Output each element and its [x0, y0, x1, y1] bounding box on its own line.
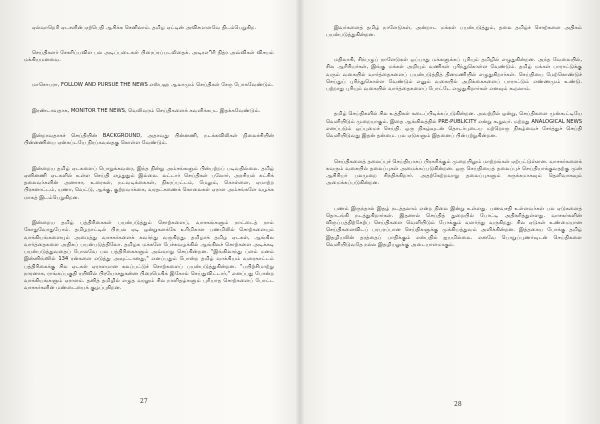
paragraph: செய்திகளர் சேகரிப்பவிள பல அடிப்படைகள் பிரைப்ரப்படலிதைக். அடிரஎிரி நித்ர அவ்விகள் விசயம் மக்கியமனவை. [24, 49, 276, 64]
page-number-right: 28 [454, 401, 462, 408]
paragraph: செய்திகளைத் தலைப்புச் செய்தியாகப் பிரசுரிக்கும் முறையிலும் மாற்றங்கள் ஏற்பட்டுள்ளன. வாசகர்களைக் கவரும் வகையில் தலைப்புகள் அமைக்கப்படுகின்றன. ஒரு செய்தியைத் தலைப்புச் செய்தியாக்குவதற்கு முன் ஆசிரியர் பலமுறை சிந்திக்கிறார். அதற்கேற்றவாறு தலைப்புகளும் சுருக்கமாகவும் தெளிவாகவும் அமைக்கப்படுகின்றன. [326, 158, 584, 187]
paragraph: பணம் இருந்தால் இதழ் நடத்தலாம் என்ற நிலை இன்று உள்ளது. பணவசதி உள்ளவர்கள் பல ஏடுகளைத் தொடங்கி நடத்துகிறார்கள். இதனால் செய்தித் துறையில் போட்டி அதிகரித்துள்ளது. வாசகர்களின் விருப்பத்திற்கேற்ப செய்திகளை வெளியிடும் போக்கும் வளர்ந்து வருகிறது. சில ஏடுகள் உண்மையான செய்திகளைவிடப் பரபரப்பான செய்திகளுக்கு முக்கியத்துவம் அளிக்கின்றன. இத்தகைய போக்கு தமிழ் இதழியலின் தரத்தைப் பாதிக்கும் என்பதில் ஐயமில்லை. எனவே பொறுப்புணர்வுடன் செய்திகளை வெளியிடுவதே நல்ல இதழியலுக்கு அடையாளமாகும். [326, 205, 584, 248]
paragraph: இன்றாவதாகச் செய்தியின் BACKGROUND, அதாவது பின்னணி, நடக்கவிலிகள் நிலைச்சியின் பின்னணியை ஏன்கப்டயே நிரப்கவலதகு கொள்ள வேண்டும். [24, 133, 276, 147]
paragraph: இவர்களைத் தமிழ் நாளேடுகள், அன்றாட மக்கள் பயன்படுத்தும், தலை தமிழ்ச் சொற்களை அதிகம் பயன்படுத்துகின்றன. [326, 24, 584, 38]
page-number-left: 27 [140, 398, 148, 405]
paragraph: இரண்டாவதாக, MONITOR THE NEWS, வெலிவரம் செய்திகளைக் கவளிக்கபட இதக்கவேண்டும். [32, 107, 261, 114]
right-page [304, 0, 600, 424]
paragraph: இன்றைய தமிழ் பத்திரிகைகள் பயன்படுத்தும் சொற்களைப், வாசகங்களும் நாட்டைத் நாம் கோதுவோதுபோம். தமிழறாட்டில் பிரபல ஏடி ஒன்றுகளக்கே உரிமிகாள பணமிலில் சொற்களையும் வாக்கியங்களையும் அமைத்து வாசகர்களைக் கவர்ந்து வருகிறது. தமிழாக் தமிழ ஏடகள், ஆங்கில வார்த்தைகளை அதிகப் பயன்படுத்திலோ. தமிழக மக்களே பேச்சுவழக்கில் ஆங்கிலச் சொற்களை அடிக்கடி பயன்படுத்துவதைப் போலவே பல பத்திரிகைகளும் அவ்வாறு செய்கின்றன. "இங்கிலாந்து ப்ளம் மனம் இன்னிங்ஸில் 134 ரன்களை எடுத்து அவுட்டானது," எனப்பதும் போன்ற தமிழ் வாக்கியம் வரைகாட்டம் பத்திரிகைக்கு சில ஏடகள் ஏராளமான கலப்பட்டுச் சொற்களைப் பயன்படுத்துகின்றன. "பயிற்சிமாற்று நாரனாக, ராங்கப்பகுதி ரயிவில் பிரயோசதுகன்ன பிரைமெகிக் இகோல் செய்துவிட்டார்," எனப்பது போன்ற வாக்கியங்களும் ஏராளம். தனித் தமிழில் எழுத வரலும் சில நாளிதழ்களும் புரியாத சொற்களைப் போட்ட வாசகர்களின் மண்டையைக் குழப்புகிறன. [24, 220, 276, 292]
paragraph: மாசொபரா, FOLLOW AND PURSUE THE NEWS எஸ்பஹ ஆலாமும் செய்திகள் சேரு போகவேண்டும். [32, 82, 274, 89]
paragraph: தமிழ் செய்திகளில் சில உத்திகள் கடைப்பிடிக்கப்படுகின்றன. அவற்றில் ஒன்று, செய்திகளை முன்கூட்டியே வெளியிடும் முறையாகும். இதை ஆங்கிலத்தில் PRE-PUBLICITY என்று கூறுவர். மற்றது ANALOGICAL NEWS எனப்படும் ஒப்புமைச் செய்தி. ஒரு நிகழ்வுடன் தொடர்புடைய மற்றொரு நிகழ்வைச் சேர்த்துச் செய்தி வெளியிடுவது இதன் தன்மை. பல ஏடுகளும் இதனைப் பின்பற்றுகின்றன. [326, 111, 584, 140]
left-page [0, 0, 296, 424]
right-page-text [326, 10, 582, 364]
paragraph: மதிலாகி, சிந்பழுப் நாளேடுகள் ஒப்பாது மக்களுக்கப் புரியும் தமிழில் எழுதுகின்றன. அந்த வேலையில், சில ஆரிரியர்கள், இங்கு மக்கள் அறியும் வணிகள் புரிந்துகொள்ள வேண்டும். தமிழ் மக்கள் பாராட்டுக்கு வரும் வகையில் வார்த்தைகளைப் பயன்படுத்தித் தினமணியில் எழுதுகிறார்கள். செய்தியை மேற்கொண்டுச் செய்துப் புரிந்துகொள்ள வேண்டும் எனும் வகையில் அறிக்கைகளைப் பாராட்டும் எண்ணமும் உண்டு. பற்றாது புரியும் வகையில் வார்த்தைகளைப் போட்டே எழுதுகிறார்கள் எனவும் கூறலாம். [326, 57, 584, 93]
left-page-text [24, 10, 274, 350]
book-gutter [296, 0, 304, 424]
paragraph: ஏல்வாறெரி ஏடசளின் ஏற்பெதி ஆசிக்க செனிலாம். தமிழ ஏட்டின் அவிசமாளவே திடம்பெறுகிற. [32, 24, 257, 31]
paragraph: இன்றைய தமிழ் ஏடகளைப் பொறுக்கவரை, இந்த நின்று அம்சங்களும் பின்பற்றப் படிவதில்லை. தமிழ் ஏனினணி ஏடகளில் உள்ள செய்தி எழதுதும் இல்லை. லட்டார் செய்திகள் பலோர், அரசியல் கட்சிக் தலைவர்களின் அனாசா, உரைகள், நடவடிக்கைகள், நிகரப்பட்டம், மேலும், கொள்ளை, ஏமாற்ற பிரசனாட்டம், யணா, வெட்டு, ஆக்கு, குற்றவாக்கை, வரதட்சணைக் கொலைகள் ஏராள அம்சங்களே வழக்க மாகத் இடம்பெறுகிறன. [24, 165, 276, 201]
